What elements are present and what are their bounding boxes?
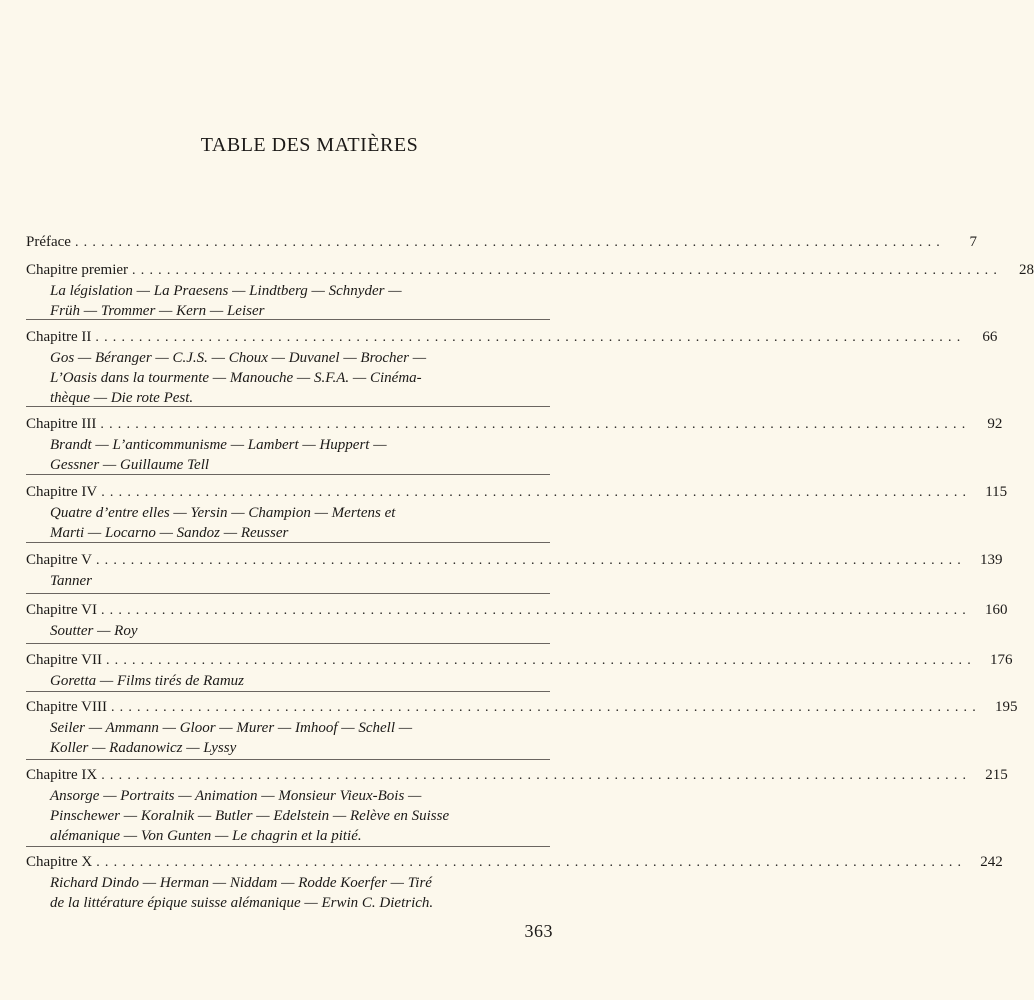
leader-dots: .................................................................................................... — [96, 855, 967, 870]
toc-page-number: 66 — [982, 329, 998, 345]
toc-entry-subjects — [50, 718, 512, 758]
toc-entry-subjects — [50, 435, 512, 475]
subject-line: alémanique — Von Gunten — Le chagrin et la pitié. — [50, 828, 362, 844]
toc-entry-label: Chapitre VII — [26, 652, 102, 668]
toc-entry-subjects — [50, 873, 512, 913]
leader-dots: .................................................................................................... — [100, 417, 971, 432]
toc-entry-label: Chapitre premier — [26, 262, 129, 278]
divider — [26, 474, 550, 475]
toc-entry-subjects — [50, 671, 512, 691]
subject-line: Früh — Trommer — Kern — Leiser — [50, 303, 265, 319]
leader-dots: .................................................................................................... — [101, 768, 972, 783]
subject-line: Gos — Béranger — C.J.S. — Choux — Duvanel — Brocher — — [50, 350, 427, 366]
toc-entry-chapitre-v — [26, 550, 1003, 591]
page-number: 363 — [524, 921, 553, 941]
subject-line: de la littérature épique suisse alémanique — Erwin C. Dietrich. — [50, 895, 434, 911]
toc-entry-label: Chapitre X — [26, 854, 93, 870]
divider — [26, 846, 550, 847]
toc-page-number: 139 — [979, 552, 1003, 568]
divider — [26, 593, 550, 594]
toc-entry-subjects — [50, 503, 512, 543]
toc-entry-label: Chapitre VI — [26, 602, 97, 618]
toc-entry-chapitre-ix — [26, 765, 1008, 846]
toc-entry-label: Chapitre III — [26, 416, 97, 432]
subject-line: Pinschewer — Koralnik — Butler — Edelstein — Relève en Suisse — [50, 808, 450, 824]
subject-line: Brandt — L’anticommunisme — Lambert — Huppert — — [50, 437, 387, 453]
subject-line: L’Oasis dans la tourmente — Manouche — S.F.A. — Cinéma- — [50, 370, 422, 386]
toc-entry-preface — [26, 232, 977, 253]
divider — [26, 643, 550, 644]
subject-line: Ansorge — Portraits — Animation — Monsieur Vieux-Bois — — [50, 788, 422, 804]
subject-line: Marti — Locarno — Sandoz — Reusser — [50, 525, 289, 541]
divider — [26, 406, 550, 407]
toc-entry-chapitre-iii — [26, 414, 1003, 475]
leader-dots: .................................................................................................... — [132, 263, 1003, 278]
toc-entry-subjects — [50, 571, 512, 591]
toc-entry-label: Chapitre IV — [26, 484, 98, 500]
divider — [26, 319, 550, 320]
toc-entry-label: Chapitre VIII — [26, 699, 107, 715]
toc-entry-chapitre-premier — [26, 260, 1034, 321]
toc-entry-subjects — [50, 348, 512, 408]
toc-page-number: 28 — [1019, 262, 1034, 278]
leader-dots: .................................................................................................... — [110, 700, 981, 715]
subject-line: Quatre d’entre elles — Yersin — Champion — Mertens et — [50, 505, 396, 521]
divider — [26, 542, 550, 543]
leader-dots: .................................................................................................... — [105, 653, 976, 668]
subject-line: La législation — La Praesens — Lindtberg — Schnyder — — [50, 283, 402, 299]
toc-entry-chapitre-viii — [26, 697, 1018, 758]
toc-page-number: 7 — [969, 234, 977, 250]
subject-line: Seiler — Ammann — Gloor — Murer — Imhoof — Schell — — [50, 720, 413, 736]
toc-page-number: 92 — [987, 416, 1003, 432]
leader-dots: .................................................................................................... — [100, 603, 971, 618]
subject-line: Tanner — [50, 573, 92, 589]
toc-entry-chapitre-iv — [26, 482, 1008, 543]
toc-entry-chapitre-x — [26, 852, 1003, 913]
toc-page-number: 176 — [989, 652, 1013, 668]
toc-entry-label: Préface — [26, 234, 71, 250]
toc-page-number: 242 — [980, 854, 1003, 870]
subject-line: Koller — Radanowicz — Lyssy — [50, 740, 237, 756]
subject-line: Gessner — Guillaume Tell — [50, 457, 210, 473]
leader-dots: .................................................................................................... — [74, 235, 945, 250]
subject-line: thèque — Die rote Pest. — [50, 390, 194, 406]
toc-page-number: 195 — [994, 699, 1018, 715]
toc-entry-label: Chapitre II — [26, 329, 92, 345]
leader-dots: .................................................................................................... — [101, 485, 972, 500]
toc-entry-chapitre-ii — [26, 327, 998, 408]
toc-entry-chapitre-vii — [26, 650, 1013, 691]
divider — [26, 691, 550, 692]
toc-page-number: 215 — [985, 767, 1008, 783]
toc-page-number: 115 — [985, 484, 1008, 500]
toc-page-number: 160 — [984, 602, 1008, 618]
toc-entry-label: Chapitre IX — [26, 767, 98, 783]
toc-entry-subjects — [50, 786, 512, 846]
subject-line: Soutter — Roy — [50, 623, 138, 639]
divider — [26, 759, 550, 760]
page-title: TABLE DES MATIÈRES — [200, 134, 419, 156]
toc-entry-chapitre-vi — [26, 600, 1008, 641]
leader-dots: .................................................................................................... — [95, 553, 966, 568]
subject-line: Goretta — Films tirés de Ramuz — [50, 673, 245, 689]
leader-dots: .................................................................................................... — [95, 330, 966, 345]
toc-entry-subjects — [50, 281, 512, 321]
toc-entry-subjects — [50, 621, 512, 641]
subject-line: Richard Dindo — Herman — Niddam — Rodde Koerfer — Tiré — [50, 875, 432, 891]
toc-entry-label: Chapitre V — [26, 552, 92, 568]
